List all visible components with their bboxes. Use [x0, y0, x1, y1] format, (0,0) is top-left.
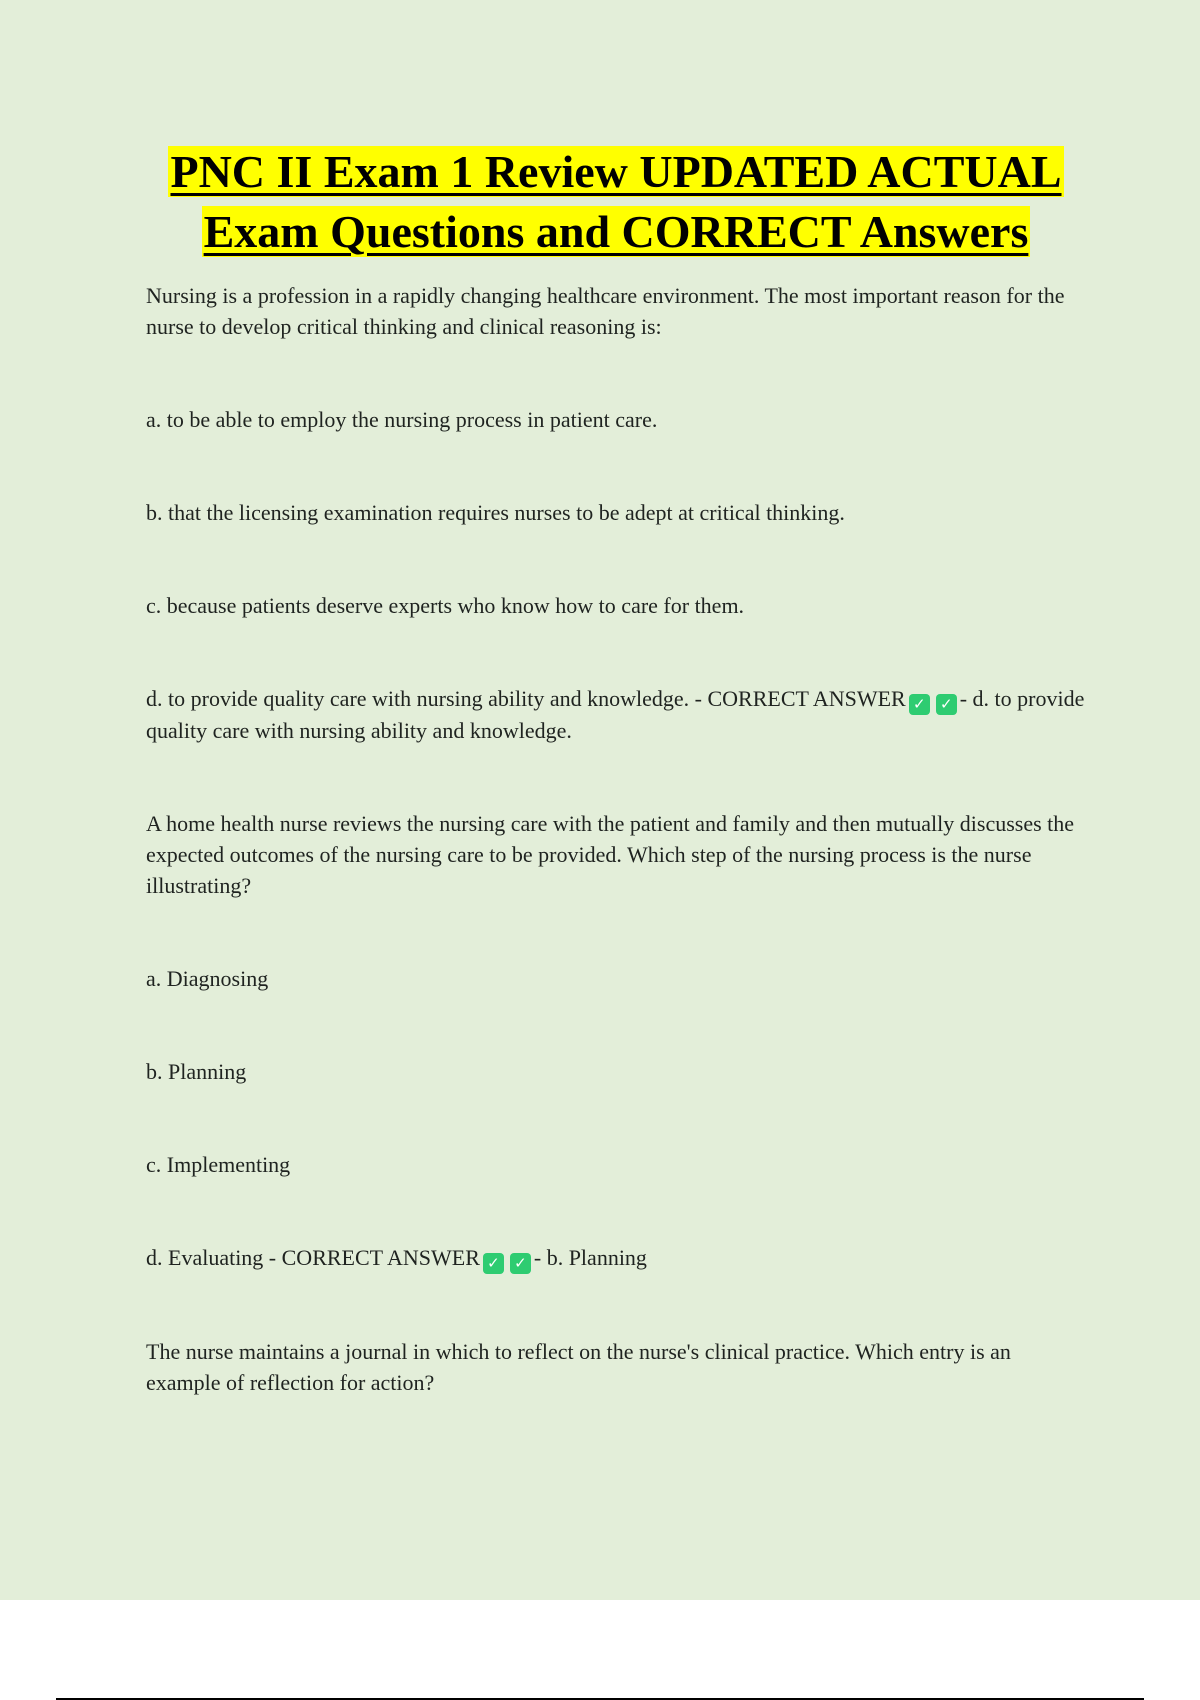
check-mark-icon: ✓: [510, 1253, 531, 1274]
question-1-answer: - d. to provide quality care with nursing ability and knowledge.: [146, 686, 1085, 743]
question-1-option-c: c. because patients deserve experts who know how to care for them.: [146, 593, 745, 618]
question-1-option-b: b. that the licensing examination requires nurses to be adept at critical thinking.: [146, 500, 845, 525]
check-mark-icon: ✓: [483, 1253, 504, 1274]
question-3-text: The nurse maintains a journal in which to reflect on the nurse's clinical practice. Which entry is an example of reflection for action?: [146, 1339, 1011, 1395]
question-2-option-d-text: d. Evaluating - CORRECT ANSWER: [146, 1245, 480, 1270]
document-content: [146, 142, 1086, 1398]
title-line-2: Exam Questions and CORRECT Answers: [203, 206, 1029, 257]
check-mark-icon: ✓: [936, 694, 957, 715]
document-title: [146, 142, 1086, 262]
question-2-answer: - b. Planning: [533, 1245, 647, 1270]
title-line-1: PNC II Exam 1 Review UPDATED ACTUAL: [170, 146, 1062, 197]
question-1-option-a: a. to be able to employ the nursing process in patient care.: [146, 407, 658, 432]
question-1-text: Nursing is a profession in a rapidly changing healthcare environment. The most important reason for the nurse to develop critical thinking and clinical reasoning is:: [146, 283, 1065, 339]
question-2-option-b: b. Planning: [146, 1059, 247, 1084]
question-1-option-d-text: d. to provide quality care with nursing ability and knowledge. - CORRECT ANSWER: [146, 686, 906, 711]
question-2-option-c: c. Implementing: [146, 1152, 291, 1177]
question-1-option-d: [146, 683, 1086, 746]
question-2-option-d: [146, 1242, 1086, 1274]
check-mark-icon: ✓: [909, 694, 930, 715]
question-2-text: A home health nurse reviews the nursing care with the patient and family and then mutually discusses the expected outcomes of the nursing care to be provided. Which step of the nursing process is the nurse illustrating?: [146, 811, 1075, 898]
question-2-option-a: a. Diagnosing: [146, 966, 269, 991]
